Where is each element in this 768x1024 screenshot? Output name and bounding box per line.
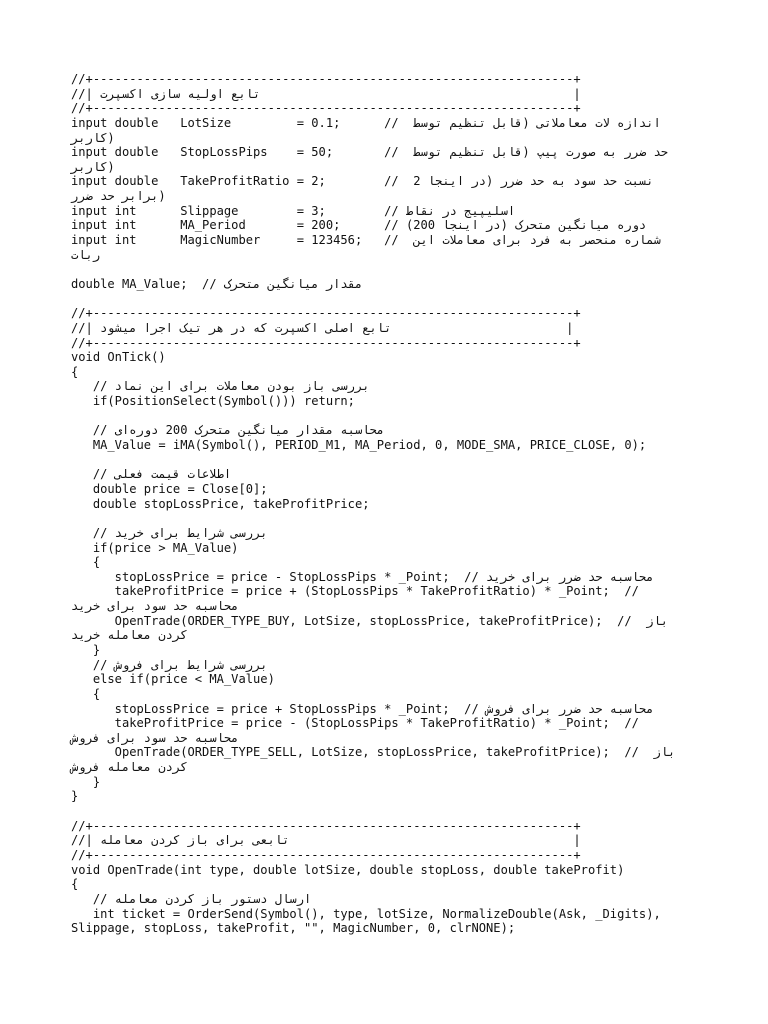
code-line: { <box>71 555 101 570</box>
code-line: else if(price < MA_Value) <box>71 672 275 687</box>
code-line: stopLossPrice = price + StopLossPips * _Point; // محاسبه حد ضرر برای فروش <box>71 701 654 716</box>
code-line: { <box>71 686 101 701</box>
blank-line <box>71 511 711 526</box>
code-line: // بررسی شرایط برای خرید <box>71 525 268 540</box>
code-line: OpenTrade(ORDER_TYPE_SELL, LotSize, stopLossPrice, takeProfitPrice); // باز <box>71 745 676 760</box>
code-line: برابر حد ضرر) <box>71 189 166 204</box>
code-line: //+------------------------------------------------------------------+ <box>71 101 581 116</box>
code-line: double stopLossPrice, takeProfitPrice; <box>71 496 370 511</box>
code-line: double price = Close[0]; <box>71 481 268 496</box>
code-line: // بررسی شرایط برای فروش <box>71 657 268 672</box>
code-line: //| تابعی برای باز کردن معامله | <box>71 833 581 848</box>
code-line: input int Slippage = 3; // اسلیپیج در نقاط <box>71 203 516 218</box>
blank-line <box>71 409 711 424</box>
code-line: محاسبه حد سود برای فروش <box>71 730 239 745</box>
code-line: void OpenTrade(int type, double lotSize, double stopLoss, double takeProfit) <box>71 862 625 877</box>
code-line: MA_Value = iMA(Symbol(), PERIOD_M1, MA_Period, 0, MODE_SMA, PRICE_CLOSE, 0); <box>71 438 647 453</box>
code-line: OpenTrade(ORDER_TYPE_BUY, LotSize, stopLossPrice, takeProfitPrice); // باز <box>71 613 669 628</box>
blank-line <box>71 292 711 307</box>
code-line: // محاسبه مقدار میانگین متحرک 200 دوره‌ای <box>71 423 385 438</box>
code-line: //+------------------------------------------------------------------+ <box>71 306 581 321</box>
code-line: double MA_Value; // مقدار میانگین متحرک <box>71 276 363 291</box>
code-line: stopLossPrice = price - StopLossPips * _Point; // محاسبه حد ضرر برای خرید <box>71 569 654 584</box>
code-line: input int MagicNumber = 123456; // شماره منحصر به فرد برای معاملات این <box>71 233 661 248</box>
code-line: کردن معامله خرید <box>71 628 188 643</box>
code-line: Slippage, stopLoss, takeProfit, "", MagicNumber, 0, clrNONE); <box>71 921 516 936</box>
blank-line <box>71 453 711 468</box>
code-line: // اطلاعات قیمت فعلی <box>71 467 232 482</box>
code-line: input double TakeProfitRatio = 2; // نسبت حد سود به حد ضرر (در اینجا 2 <box>71 174 654 189</box>
code-line: //+------------------------------------------------------------------+ <box>71 72 581 86</box>
code-line: محاسبه حد سود برای خرید <box>71 599 239 614</box>
blank-line <box>71 262 711 277</box>
code-line: //| تابع اصلی اکسپرت که در هر تیک اجرا میشود | <box>71 320 574 335</box>
code-line: //+------------------------------------------------------------------+ <box>71 818 581 833</box>
code-line: کاربر) <box>71 130 115 145</box>
blank-line <box>71 804 711 819</box>
code-line: takeProfitPrice = price + (StopLossPips * TakeProfitRatio) * _Point; // <box>71 584 639 599</box>
code-line: } <box>71 789 79 804</box>
code-line: //+------------------------------------------------------------------+ <box>71 335 581 350</box>
code-line: { <box>71 877 79 892</box>
code-line: input double StopLossPips = 50; // حد ضرر به صورت پیپ (قابل تنظیم توسط <box>71 145 669 160</box>
code-line: input double LotSize = 0.1; // اندازه لات معاملاتی (قابل تنظیم توسط <box>71 115 661 130</box>
code-line: // بررسی باز بودن معاملات برای این نماد <box>71 379 370 394</box>
code-line: کردن معامله فروش <box>71 760 188 775</box>
code-line: if(PositionSelect(Symbol())) return; <box>71 394 355 409</box>
code-line: if(price > MA_Value) <box>71 540 239 555</box>
code-line: void OnTick() <box>71 350 166 365</box>
code-line: //+------------------------------------------------------------------+ <box>71 847 581 862</box>
code-line: } <box>71 774 101 789</box>
code-line: کاربر) <box>71 159 115 174</box>
code-line: takeProfitPrice = price - (StopLossPips * TakeProfitRatio) * _Point; // <box>71 716 639 731</box>
code-line: ربات <box>71 247 101 262</box>
code-line: { <box>71 364 79 379</box>
code-line: //| تابع اولیه سازی اکسپرت | <box>71 86 581 101</box>
code-line: int ticket = OrderSend(Symbol(), type, lotSize, NormalizeDouble(Ask, _Digits), <box>71 906 661 921</box>
code-line: } <box>71 642 101 657</box>
code-document <box>71 72 711 936</box>
code-line: // ارسال دستور باز کردن معامله <box>71 891 312 906</box>
code-line: input int MA_Period = 200; // دوره میانگین متحرک (در اینجا 200) <box>71 218 647 233</box>
